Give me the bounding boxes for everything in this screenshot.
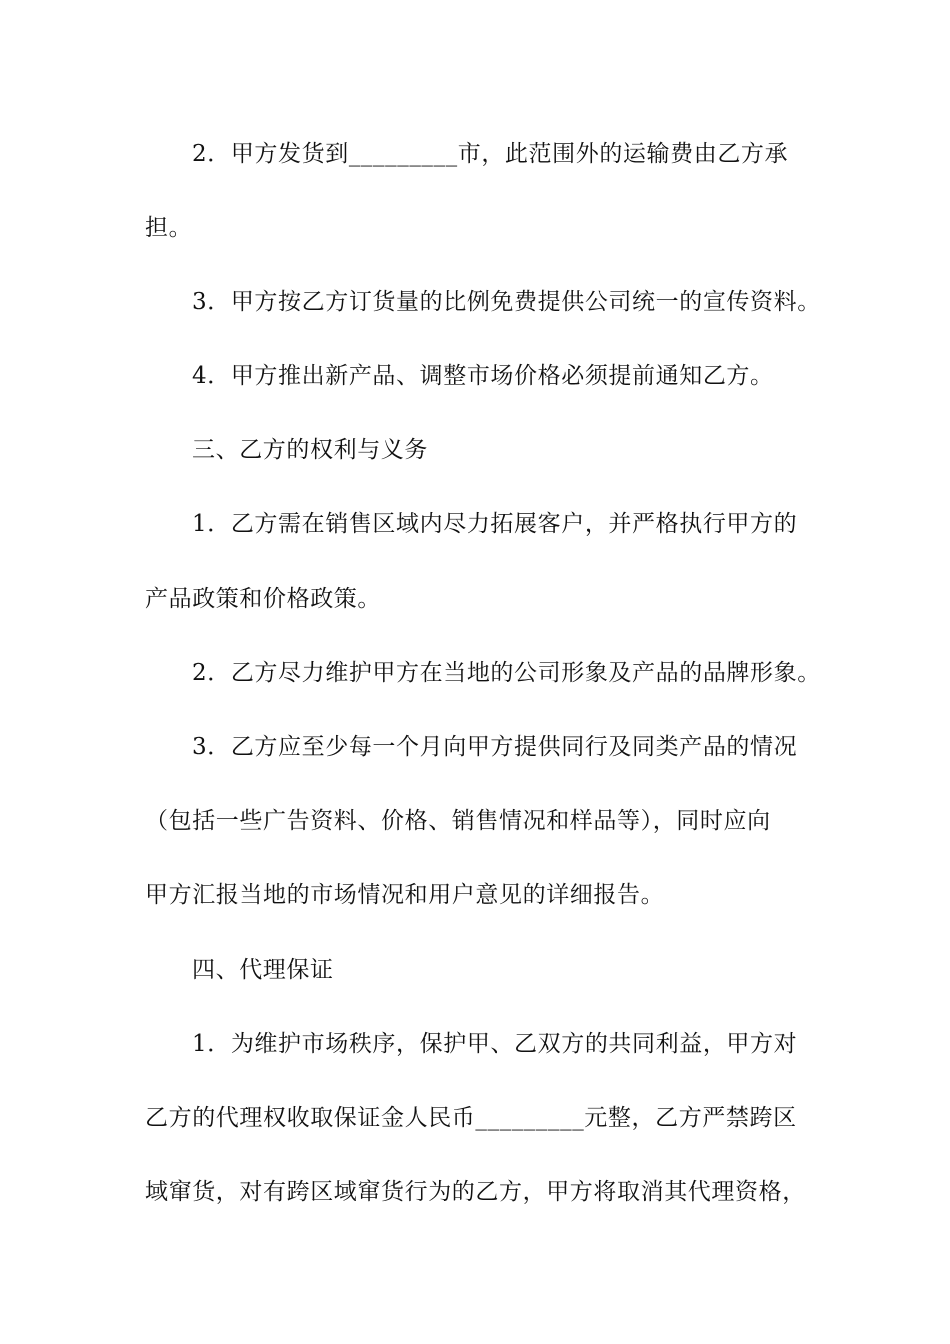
clause-c1-line-1: 1．为维护市场秩序，保护甲、乙双方的共同利益，甲方对 bbox=[192, 1031, 798, 1057]
clause-4-notify-changes: 4．甲方推出新产品、调整市场价格必须提前通知乙方。 bbox=[192, 363, 774, 389]
clause-b3-line-2: （包括一些广告资料、价格、销售情况和样品等），同时应向 bbox=[145, 808, 771, 834]
clause-c1-line-2: 乙方的代理权收取保证金人民币_________元整，乙方严禁跨区 bbox=[145, 1105, 797, 1131]
section-heading-3: 三、乙方的权利与义务 bbox=[192, 437, 428, 463]
clause-b2-brand-image: 2．乙方尽力维护甲方在当地的公司形象及产品的品牌形象。 bbox=[192, 660, 821, 686]
clause-2-delivery-line-2: 担。 bbox=[145, 215, 193, 241]
clause-b3-line-3: 甲方汇报当地的市场情况和用户意见的详细报告。 bbox=[145, 882, 665, 908]
section-heading-4: 四、代理保证 bbox=[192, 957, 334, 983]
clause-c1-line-3: 域窜货，对有跨区域窜货行为的乙方，甲方将取消其代理资格， bbox=[145, 1179, 806, 1205]
clause-2-delivery-line-1: 2．甲方发货到_________市，此范围外的运输费由乙方承 bbox=[192, 141, 789, 167]
clause-b1-line-2: 产品政策和价格政策。 bbox=[145, 586, 381, 612]
clause-b3-line-1: 3．乙方应至少每一个月向甲方提供同行及同类产品的情况 bbox=[192, 734, 798, 760]
clause-b1-line-1: 1．乙方需在销售区域内尽力拓展客户，并严格执行甲方的 bbox=[192, 511, 798, 537]
clause-3-promo-materials: 3．甲方按乙方订货量的比例免费提供公司统一的宣传资料。 bbox=[192, 289, 821, 315]
